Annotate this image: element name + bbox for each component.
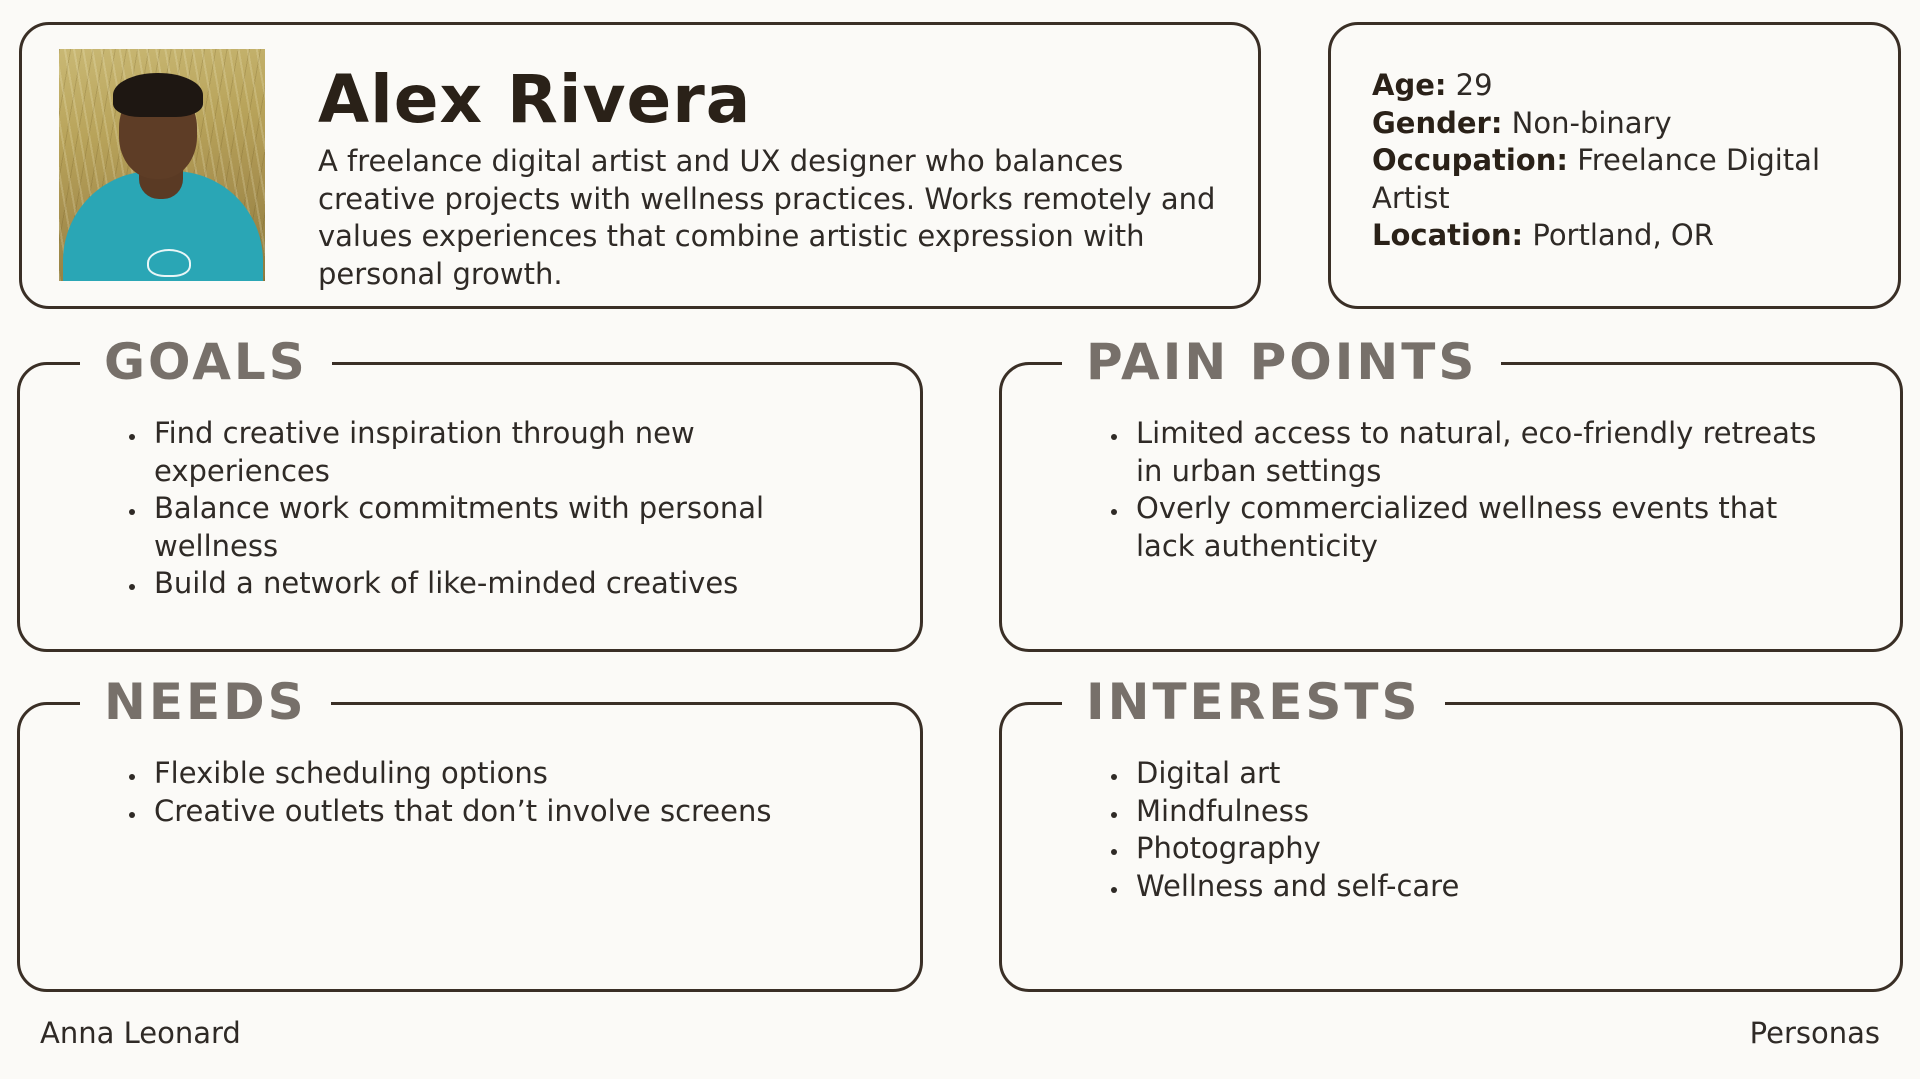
- interests-list: [1100, 755, 1830, 905]
- location-label: Location:: [1372, 218, 1524, 252]
- list-item: • Photography: [1130, 830, 1830, 868]
- list-item: • Find creative inspiration through new experiences: [148, 415, 788, 490]
- occupation-label: Occupation:: [1372, 143, 1568, 177]
- occupation-row: [1372, 142, 1872, 217]
- list-item: • Mindfulness: [1130, 793, 1830, 831]
- list-item: • Overly commercialized wellness events that lack authenticity: [1130, 490, 1830, 565]
- gender-row: [1372, 105, 1872, 143]
- gender-value: Non-binary: [1502, 105, 1672, 140]
- persona-name: Alex Rivera: [318, 61, 752, 138]
- needs-section: [17, 673, 923, 992]
- pain-points-list: [1100, 415, 1830, 565]
- needs-heading: NEEDS: [80, 669, 331, 735]
- demographics-list: [1372, 67, 1872, 255]
- age-label: Age:: [1372, 68, 1447, 102]
- age-value: 29: [1446, 68, 1493, 102]
- list-item: • Creative outlets that don’t involve screens: [148, 793, 788, 831]
- pain-points-heading: PAIN POINTS: [1062, 329, 1501, 395]
- author-name: Anna Leonard: [40, 1016, 241, 1050]
- document-label: Personas: [1749, 1016, 1880, 1050]
- persona-bio: A freelance digital artist and UX designer who balances creative projects with wellness practices. Works remotely and values experiences that combine artistic expression with personal growth.: [318, 144, 1216, 291]
- location-row: [1372, 217, 1872, 255]
- interests-heading: INTERESTS: [1062, 669, 1445, 735]
- list-item: • Build a network of like-minded creatives: [148, 565, 788, 603]
- age-row: [1372, 67, 1872, 105]
- goals-list: [118, 415, 788, 603]
- list-item: • Balance work commitments with personal wellness: [148, 490, 788, 565]
- list-item: • Wellness and self-care: [1130, 868, 1830, 906]
- list-item: • Limited access to natural, eco-friendly retreats in urban settings: [1130, 415, 1830, 490]
- profile-photo: [59, 49, 265, 281]
- gender-label: Gender:: [1372, 105, 1503, 140]
- demographics-card: [1328, 22, 1901, 309]
- goals-section: [17, 333, 923, 652]
- list-item: • Flexible scheduling options: [148, 755, 788, 793]
- occupation-value: Freelance Digital Artist: [1372, 143, 1821, 215]
- goals-heading: GOALS: [80, 329, 332, 395]
- pain-points-section: [999, 333, 1903, 652]
- list-item: • Digital art: [1130, 755, 1830, 793]
- profile-card: [19, 22, 1261, 309]
- needs-list: [118, 755, 788, 830]
- interests-section: [999, 673, 1903, 992]
- location-value: Portland, OR: [1523, 218, 1714, 252]
